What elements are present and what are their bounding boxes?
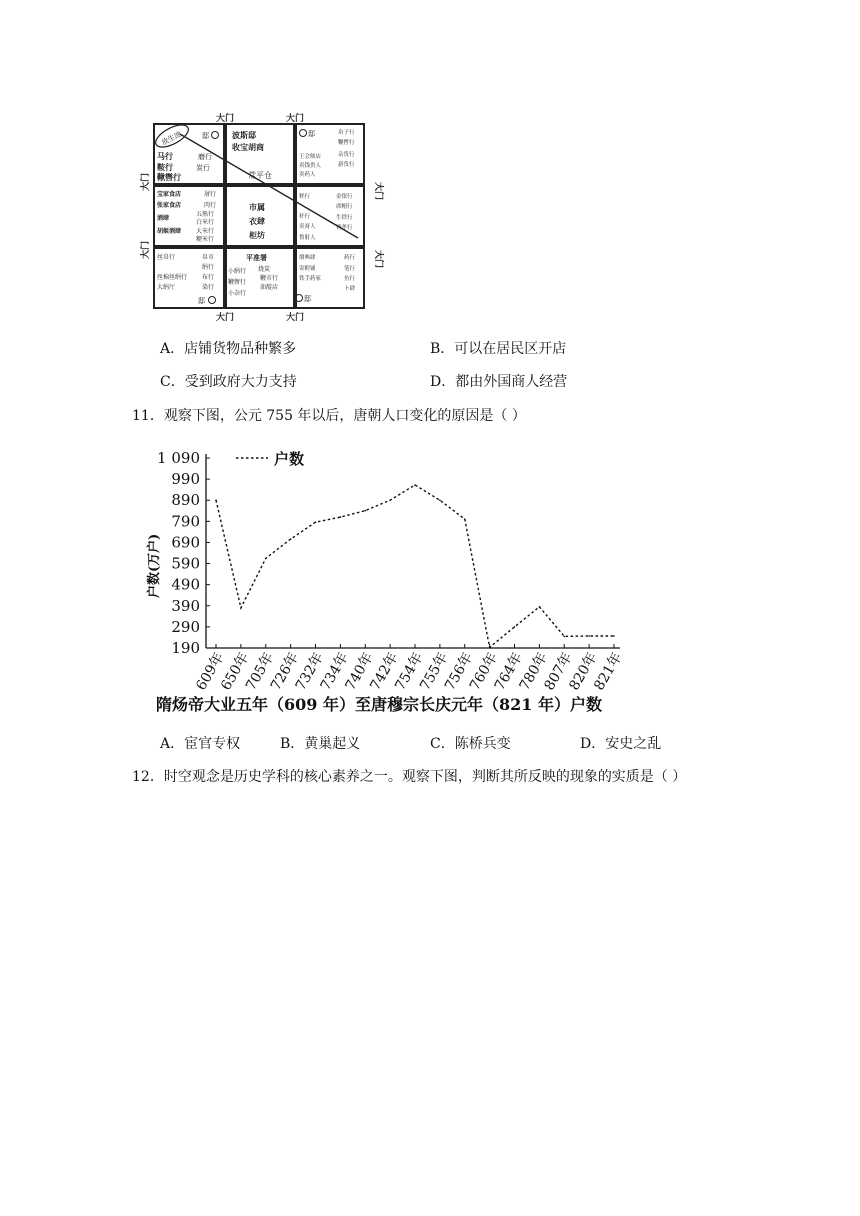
map-label-bl-3: 丝棉丝绢行 — [157, 274, 188, 281]
map-label-bl-5: 大绢厅 — [157, 284, 176, 291]
x-tick-label: 755年 — [417, 650, 452, 694]
map-label-br-6: 卜肆 — [344, 286, 356, 292]
map-well-icon — [212, 132, 219, 139]
y-tick-label: 490 — [171, 575, 200, 594]
q10-option-b[interactable]: B．可以在居民区开店 — [430, 341, 567, 357]
map-label-bl-1: 帛市 — [202, 254, 215, 261]
data-point — [539, 606, 541, 608]
map-label-di-2: 邸 — [308, 130, 315, 138]
map-label-br-4: 铁手药家 — [299, 276, 322, 282]
x-tick-label: 726年 — [267, 650, 303, 694]
q11-option-c[interactable]: C．陈桥兵变 — [430, 736, 511, 752]
map-label-tr-1: 鞭辔行 — [338, 140, 355, 146]
x-tick-label: 609年 — [193, 650, 228, 694]
y-tick-label: 390 — [171, 596, 200, 615]
x-tick-label: 734年 — [317, 650, 352, 694]
map-label-br-3: 笔行 — [344, 266, 356, 272]
map-label-tl-3: 炭行 — [196, 164, 210, 172]
data-point — [439, 499, 441, 501]
y-tick-label: 590 — [171, 554, 200, 573]
x-tick-label: 740年 — [342, 650, 377, 694]
data-point — [613, 635, 615, 637]
map-label-ml-5: 酒肆 — [157, 215, 170, 222]
map-label-tr-5: 新货行 — [338, 162, 355, 168]
data-point — [240, 607, 242, 609]
map-label-tc-0: 波斯邸 — [232, 131, 256, 140]
q10-option-d[interactable]: D．都由外国商人经营 — [430, 374, 568, 390]
q11-option-b[interactable]: B．黄巢起义 — [280, 736, 361, 752]
map-label-tr-3: 杂货行 — [338, 152, 355, 158]
map-label-ml-4: 五熟行 — [196, 211, 215, 218]
data-point — [290, 538, 292, 540]
map-label-ml-3: 肉行 — [204, 202, 217, 209]
map-label-tl-0: 马行 — [157, 152, 173, 161]
map-label-bc-5: 小杂行 — [228, 290, 247, 297]
map-label-ml-8: 大米行 — [196, 228, 215, 235]
map-well-icon — [300, 130, 307, 137]
map-label-mr-6: 铛斧行 — [336, 225, 353, 231]
x-tick-label: 732年 — [292, 650, 327, 694]
q11-option-d[interactable]: D．安史之乱 — [580, 736, 662, 752]
x-tick-label: 820年 — [566, 650, 601, 694]
map-label-bl-0: 丝帛行 — [157, 254, 176, 261]
q10-option-a[interactable]: A．店铺货物品种繁多 — [160, 341, 297, 357]
x-tick-label: 754年 — [392, 650, 427, 694]
map-label-bc-4: 鞭市行 — [260, 275, 279, 282]
map-label-bc-3: 鞭辔行 — [228, 279, 247, 286]
map-label-tl-4: 鞦辔行 — [157, 173, 181, 182]
map-label-ml-9: 粳米行 — [196, 236, 215, 243]
x-tick-label: 821年 — [591, 650, 626, 694]
map-gate-left-top: 大门 — [141, 172, 151, 191]
y-tick-label: 1 090 — [157, 449, 200, 467]
data-point — [364, 510, 366, 512]
x-tick-label: 760年 — [466, 650, 502, 694]
y-tick-label: 790 — [171, 512, 200, 531]
map-label-br-1: 药行 — [344, 255, 356, 261]
data-point — [514, 626, 516, 628]
x-tick-label: 807年 — [541, 650, 576, 694]
data-point — [265, 557, 267, 559]
map-label-tc-1: 收宝胡商 — [232, 143, 264, 152]
data-point — [464, 518, 466, 520]
q11-option-a[interactable]: A．宦官专权 — [160, 736, 241, 752]
map-label-mr-5: 卖膏人 — [299, 224, 316, 230]
map-label-bl-2: 绢行 — [202, 264, 215, 271]
map-gate-top-left: 大门 — [216, 114, 235, 124]
x-tick-label: 764年 — [491, 650, 526, 694]
map-gate-right-top: 大门 — [373, 182, 383, 201]
map-label-bc-6: 油靛店 — [260, 284, 279, 291]
map-label-br-0: 墳典肆 — [299, 255, 316, 261]
y-tick-label: 990 — [171, 470, 200, 489]
data-point — [414, 484, 416, 486]
x-tick-label: 756年 — [441, 650, 477, 694]
map-label-bl-6: 染行 — [202, 284, 215, 291]
map-label-tr-0: 帛子行 — [338, 130, 355, 136]
map-label-mr-7: 鲁射人 — [299, 235, 316, 241]
data-point — [489, 647, 491, 649]
map-gate-top-right: 大门 — [286, 114, 305, 124]
legend-label: 户数 — [274, 450, 305, 468]
y-tick-label: 690 — [171, 533, 200, 552]
map-label-mr-3: 杆行 — [299, 214, 311, 220]
map-label-mr-1: 金银行 — [336, 194, 353, 200]
map-label-mc-1: 衣肆 — [249, 217, 265, 226]
chart-title: 隋炀帝大业五年（609 年）至唐穆宗长庆元年（821 年）户数 — [156, 695, 602, 714]
y-tick-label: 890 — [171, 491, 200, 510]
map-label-ml-2: 张家食店 — [157, 202, 182, 209]
map-label-bc-1: 小绢行 — [228, 268, 247, 275]
map-gate-bottom-right: 大门 — [286, 313, 305, 323]
household-count-line-chart — [147, 440, 640, 720]
map-label-di-4: 邸 — [304, 295, 311, 303]
x-tick-label: 650年 — [218, 650, 253, 694]
map-label-pond: 放生池 — [160, 130, 183, 147]
q11-stem: 11．观察下图，公元 755 年以后，唐朝人口变化的原因是（ ） — [132, 408, 526, 424]
q12-stem: 12．时空观念是历史学科的核心素养之一。观察下图，判断其所反映的现象的实质是（ ） — [132, 769, 687, 785]
data-point — [389, 499, 391, 501]
map-label-mc-0: 市属 — [249, 203, 265, 212]
map-gate-right-bottom: 大门 — [373, 250, 383, 269]
q10-option-c[interactable]: C．受到政府大力支持 — [160, 374, 297, 390]
y-tick-label: 190 — [171, 639, 200, 657]
map-gate-bottom-left: 大门 — [216, 313, 235, 323]
map-label-tr-2: 王会师店 — [299, 154, 322, 160]
map-well-icon — [209, 297, 216, 304]
map-gate-left-bottom: 大门 — [141, 240, 151, 259]
map-label-ml-1: 屠行 — [204, 191, 217, 198]
y-tick-label: 290 — [171, 617, 200, 636]
x-tick-label: 780年 — [516, 650, 551, 694]
data-point — [563, 636, 565, 638]
data-point — [215, 499, 217, 501]
map-label-ml-7: 胡姬酒肆 — [157, 228, 182, 235]
map-label-di-1: 邸 — [202, 132, 209, 140]
map-label-br-5: 鱼行 — [344, 276, 356, 282]
map-label-tl-2: 鞍行 — [157, 163, 173, 172]
map-label-tr-4: 卖钱贵人 — [299, 163, 322, 169]
map-label-di-3: 邸 — [198, 297, 205, 305]
data-point — [340, 516, 342, 518]
map-label-br-2: 寄附铺 — [299, 266, 316, 272]
map-label-ml-6: 白米行 — [196, 219, 215, 226]
map-label-mc-2: 柜坊 — [249, 231, 265, 240]
map-label-tc-2: 常平仓 — [248, 171, 272, 180]
map-label-bl-4: 布行 — [202, 274, 215, 281]
x-tick-label: 705年 — [242, 650, 278, 694]
market-map-figure — [136, 112, 383, 324]
series-line-households — [216, 485, 614, 647]
data-point — [315, 521, 317, 523]
y-axis-label: 户数(万户) — [147, 533, 162, 598]
map-label-mr-4: 生铁行 — [336, 215, 353, 221]
x-tick-label: 742年 — [367, 650, 402, 694]
map-label-tr-6: 卖药人 — [299, 172, 316, 178]
map-label-mr-2: 席帽行 — [336, 204, 353, 210]
map-label-bc-2: 烧炭 — [258, 266, 271, 273]
map-label-ml-0: 宝家食店 — [157, 191, 182, 198]
data-point — [588, 635, 590, 637]
map-label-bc-0: 平准署 — [246, 254, 267, 262]
map-label-mr-0: 秤行 — [299, 194, 311, 200]
map-label-tl-1: 磨行 — [198, 153, 212, 161]
